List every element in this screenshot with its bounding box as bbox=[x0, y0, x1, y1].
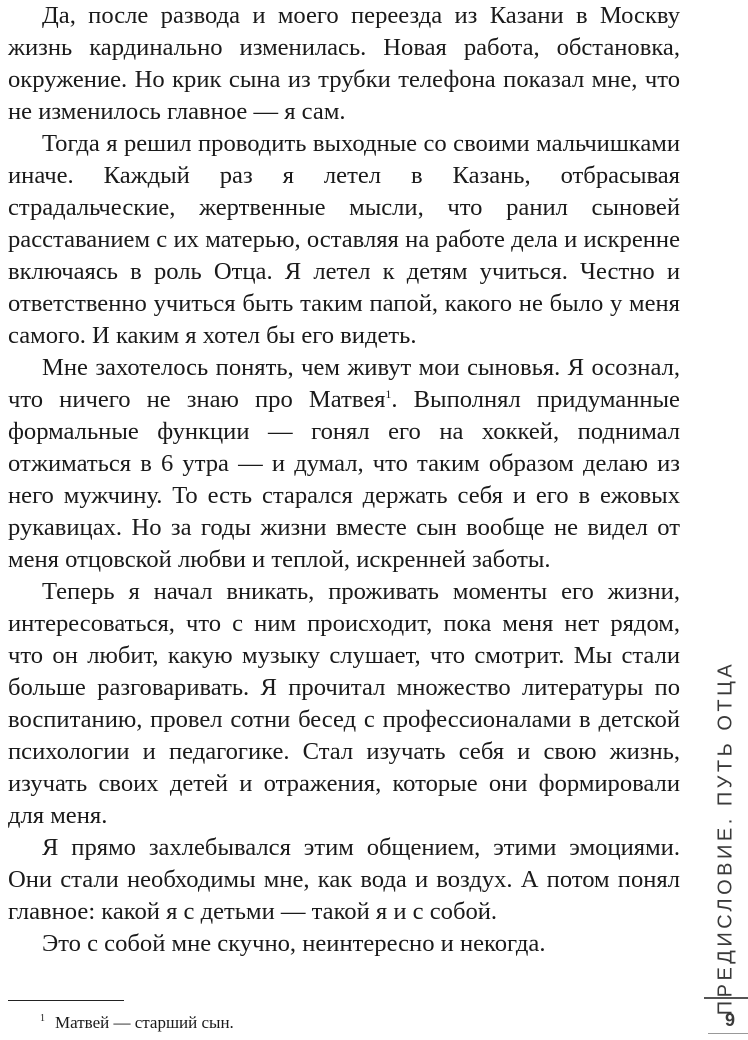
paragraph-3-text-after: . Выполнял придуманные формальные функции — гонял его на хоккей, поднимал отжиматься в 6 утра — и думал, что таким образом делаю из него мужчину. То есть старался держать себя и его в ежовых рукавицах. Но за годы жизни вместе сын вообще не видел от меня отцовской любви и теплой, искренней заботы. bbox=[8, 386, 680, 573]
main-text bbox=[8, 0, 680, 960]
paragraph-3-text-before: Мне захотелось понять, чем живут мои сыновья. Я осознал, что ничего не знаю про Матвея bbox=[8, 354, 680, 413]
bottom-edge-rule bbox=[708, 1033, 748, 1034]
footnote-text: Матвей — старший сын. bbox=[55, 1013, 234, 1032]
footnote-divider bbox=[8, 1000, 124, 1001]
paragraph-1: Да, после развода и моего переезда из Казани в Москву жизнь кардинально изменилась. Новая работа, обстановка, окружение. Но крик сына из трубки телефона показал мне, что не изменилось главное — я сам. bbox=[8, 2, 680, 125]
paragraph-2: Тогда я решил проводить выходные со своими мальчишками иначе. Каждый раз я летел в Казань, отбрасывая страдальческие, жертвенные мысли, что ранил сыновей расставанием с их матерью, оставляя на работе дела и искренне включаясь в роль Отца. Я летел к детям учиться. Честно и ответственно учиться быть таким папой, какого не было у меня самого. И каким я хотел бы его видеть. bbox=[8, 130, 680, 349]
footnote bbox=[40, 1012, 234, 1034]
page-number: 9 bbox=[724, 1010, 735, 1030]
paragraph-6: Это с собой мне скучно, неинтересно и некогда. bbox=[42, 930, 546, 957]
paragraph-3 bbox=[8, 352, 680, 576]
paragraph-4: Теперь я начал вникать, проживать моменты его жизни, интересоваться, что с ним происходит, пока меня нет рядом, что он любит, какую музыку слушает, что смотрит. Мы стали больше разговаривать. Я прочитал множество литературы по воспитанию, провел сотни бесед с профессионалами в детской психологии и педагогике. Стал изучать себя и свою жизнь, изучать своих детей и отражения, которые они формировали для меня. bbox=[8, 578, 680, 829]
footnote-reference[interactable]: 1 bbox=[385, 386, 392, 401]
footnote-marker: 1 bbox=[40, 1013, 45, 1025]
paragraph-5: Я прямо захлебывался этим общением, этими эмоциями. Они стали необходимы мне, как вода и воздух. А потом понял главное: какой я с детьми — такой я и с собой. bbox=[8, 834, 680, 925]
running-head: ПРЕДИСЛОВИЕ. ПУТЬ ОТЦА bbox=[714, 660, 737, 1016]
page-number-divider bbox=[704, 997, 748, 999]
